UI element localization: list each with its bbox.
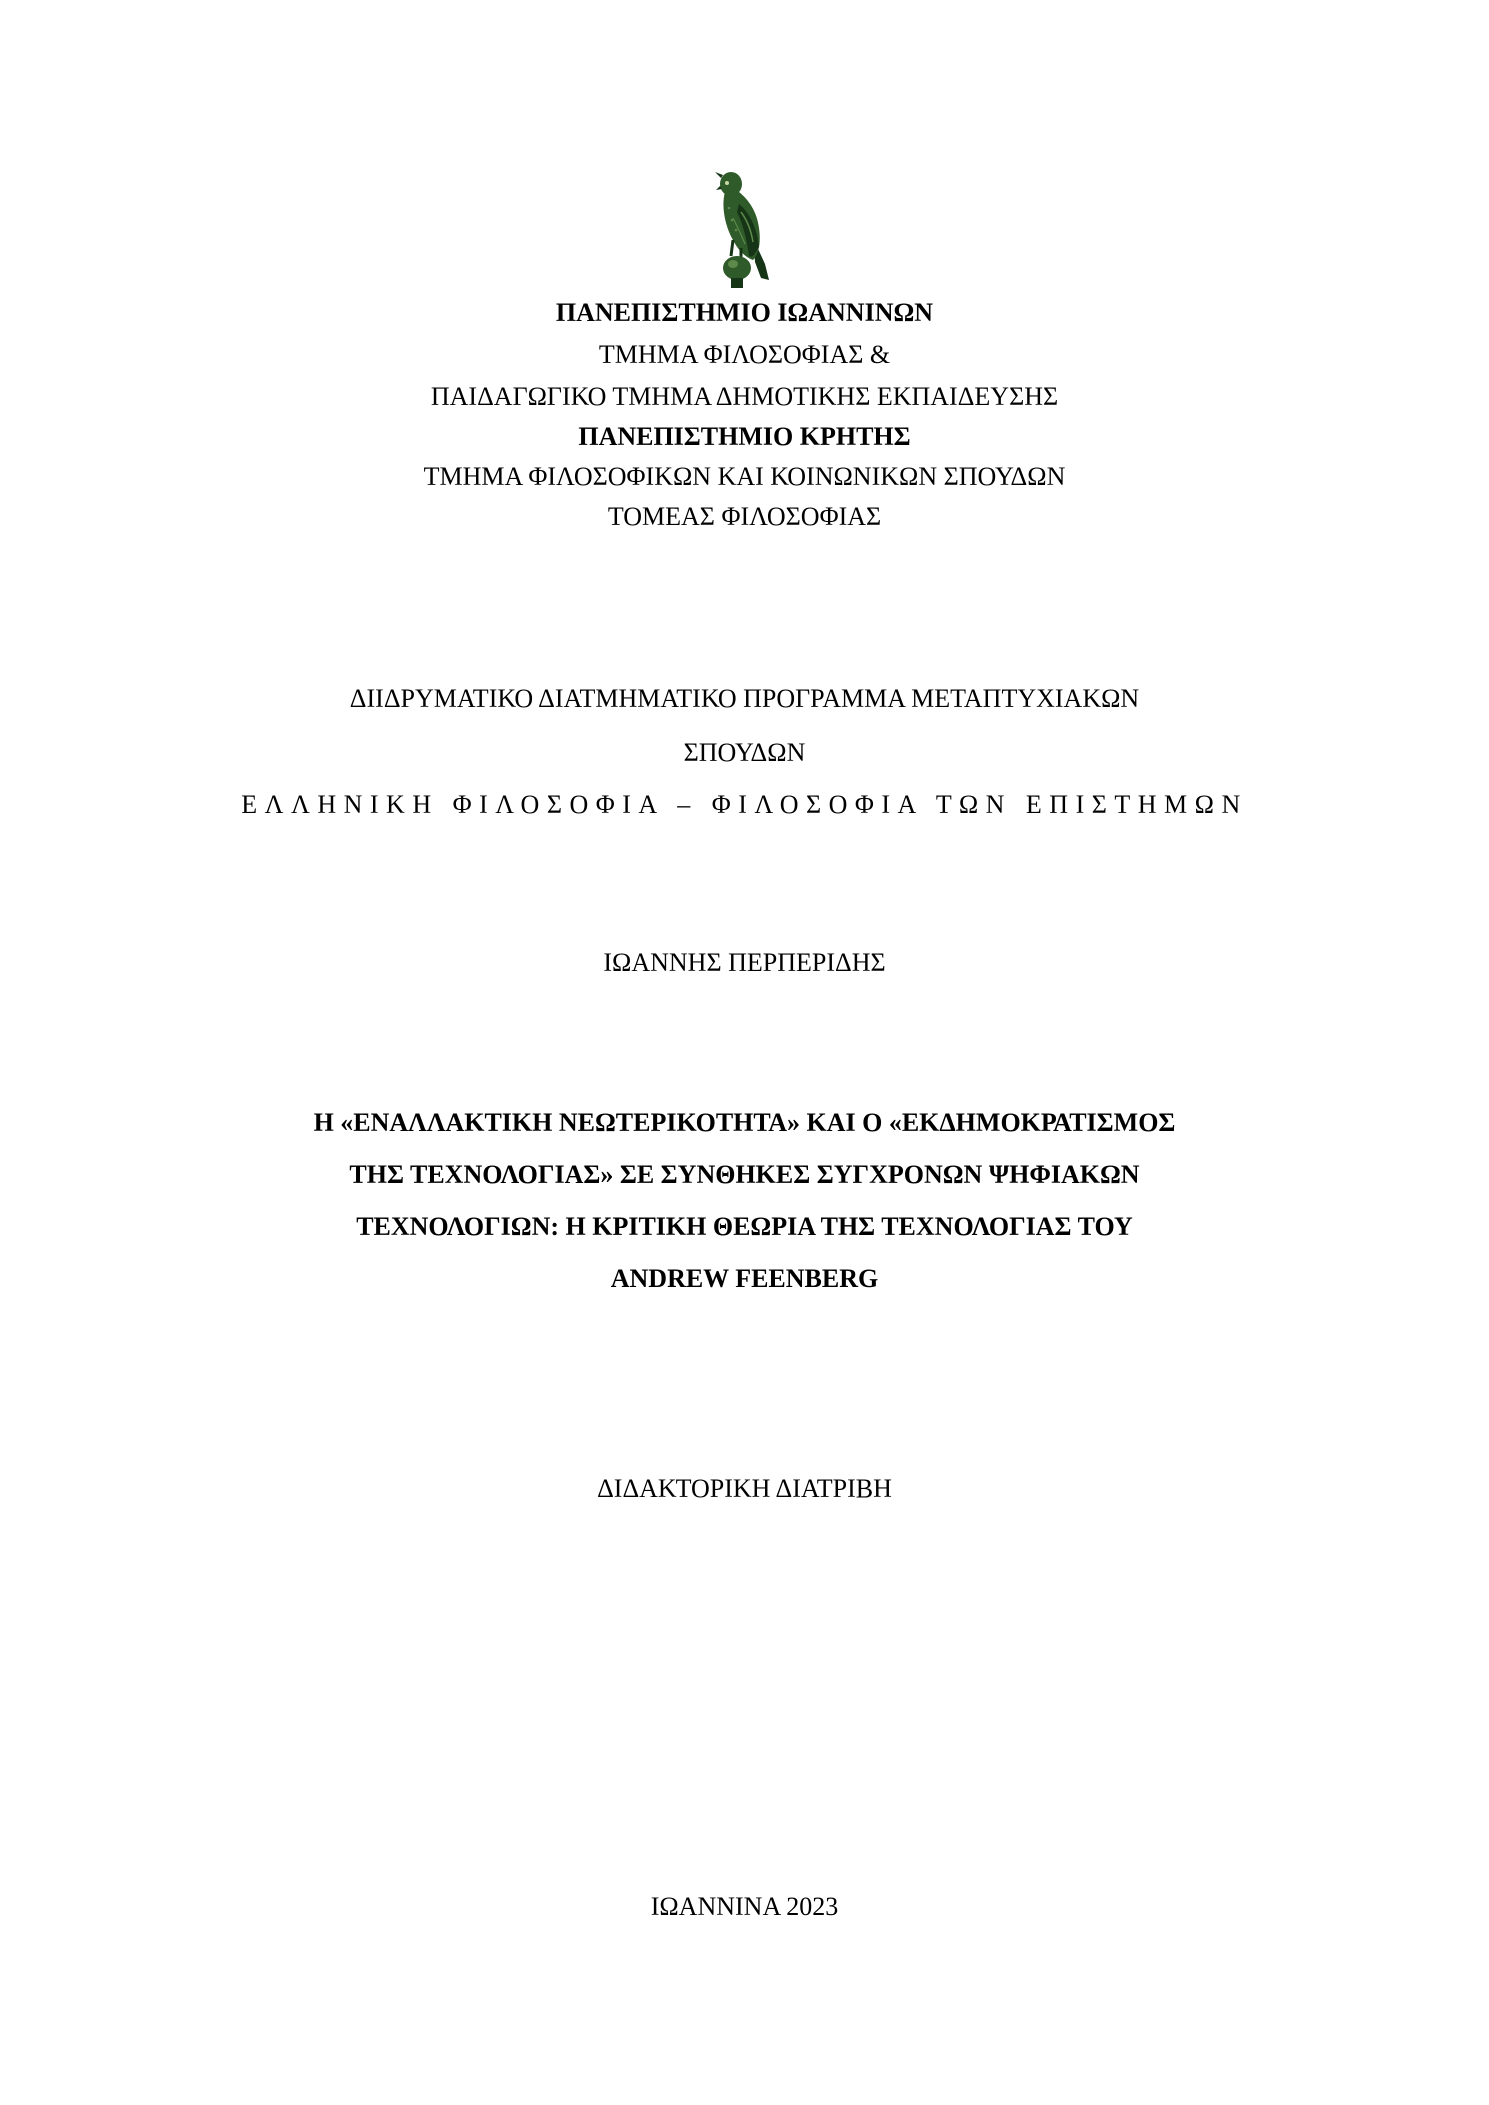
title-line-3: ΤΕΧΝΟΛΟΓΙΩΝ: Η ΚΡΙΤΙΚΗ ΘΕΩΡΙΑ ΤΗΣ ΤΕΧΝΟΛΟΓΙΑΣ ΤΟΥ [356,1212,1133,1241]
university-crete: ΠΑΝΕΠΙΣΤΗΜΙΟ ΚΡΗΤΗΣ [578,422,911,451]
title-line-1: Η «ΕΝΑΛΛΑΚΤΙΚΗ ΝΕΩΤΕΡΙΚΟΤΗΤΑ» ΚΑΙ Ο «ΕΚΔΗΜΟΚΡΑΤΙΣΜΟΣ [313,1108,1176,1137]
philosophy-sector: ΤΟΜΕΑΣ ΦΙΛΟΣΟΦΙΑΣ [607,502,882,531]
title-line-2: ΤΗΣ ΤΕΧΝΟΛΟΓΙΑΣ» ΣΕ ΣΥΝΘΗΚΕΣ ΣΥΓΧΡΟΝΩΝ ΨΗΦΙΑΚΩΝ [349,1160,1140,1189]
place-year: ΙΩΑΝΝΙΝΑ 2023 [650,1892,839,1921]
department-pedagogy: ΠΑΙΔΑΓΩΓΙΚΟ ΤΜΗΜΑ ΔΗΜΟΤΙΚΗΣ ΕΚΠΑΙΔΕΥΣΗΣ [430,382,1059,411]
title-line-4: ANDREW FEENBERG [610,1264,879,1293]
author-name: ΙΩΑΝΝΗΣ ΠΕΡΠΕΡΙΔΗΣ [603,948,886,977]
owl-emblem-icon [703,168,789,292]
department-philosophy: ΤΜΗΜΑ ΦΙΛΟΣΟΦΙΑΣ & [598,340,891,369]
program-line-3: ΕΛΛΗΝΙΚΗ ΦΙΛΟΣΟΦΙΑ – ΦΙΛΟΣΟΦΙΑ ΤΩΝ ΕΠΙΣΤΗΜΩΝ [241,790,1248,819]
document-type: ΔΙΔΑΚΤΟΡΙΚΗ ΔΙΑΤΡΙΒΗ [597,1474,892,1503]
department-social-studies: ΤΜΗΜΑ ΦΙΛΟΣΟΦΙΚΩΝ ΚΑΙ ΚΟΙΝΩΝΙΚΩΝ ΣΠΟΥΔΩΝ [423,462,1066,491]
university-ioannina: ΠΑΝΕΠΙΣΤΗΜΙΟ ΙΩΑΝΝΙΝΩΝ [555,298,934,327]
program-line-2: ΣΠΟΥΔΩΝ [683,738,806,767]
program-line-1: ΔΙΙΔΡΥΜΑΤΙΚΟ ΔΙΑΤΜΗΜΑΤΙΚΟ ΠΡΟΓΡΑΜΜΑ ΜΕΤΑΠΤΥΧΙΑΚΩΝ [349,684,1140,713]
